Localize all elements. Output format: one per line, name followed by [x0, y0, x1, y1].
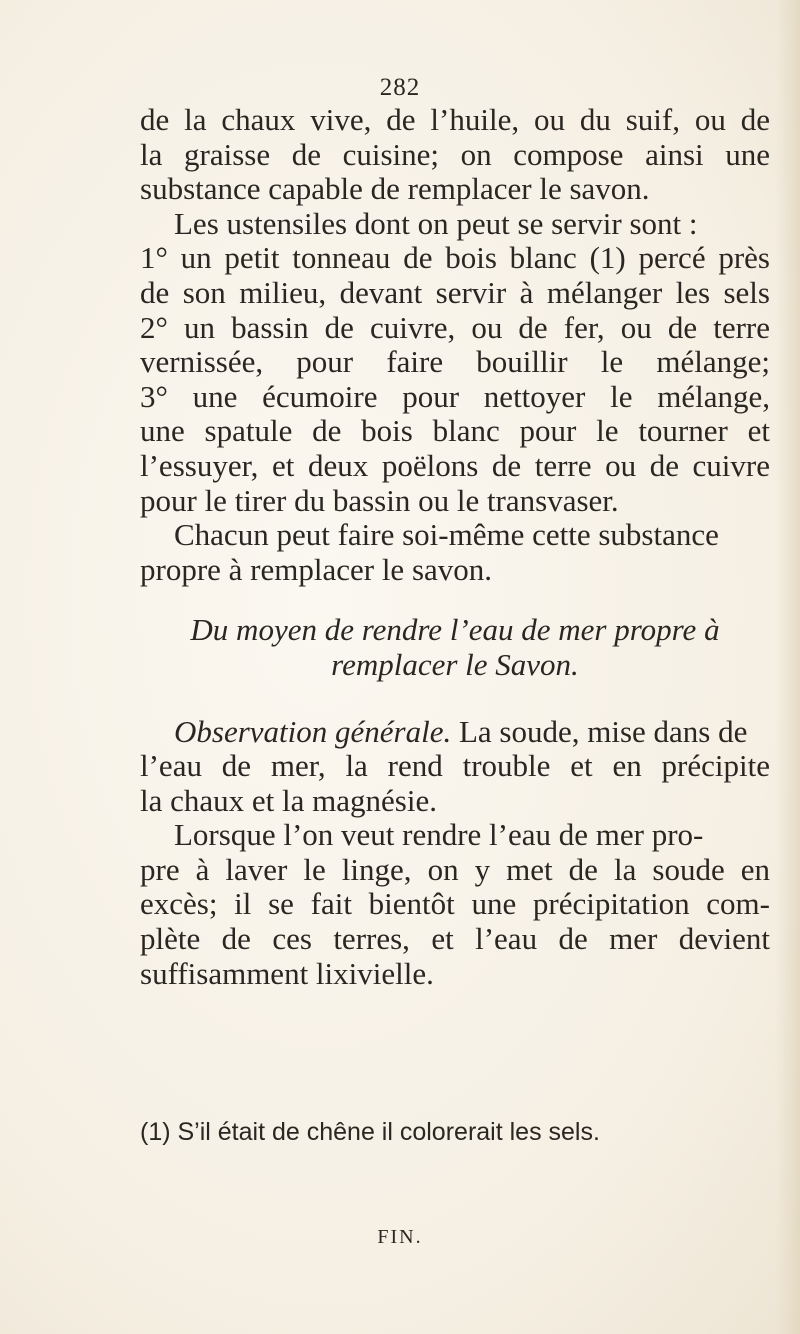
- fin-label: FIN.: [377, 1226, 423, 1248]
- footnote: (1) S’il était de chêne il colorerait les sels.: [140, 1118, 600, 1146]
- text-line: 3° une écumoire pour nettoyer le mélange,: [140, 378, 770, 414]
- page-number: 282: [379, 74, 421, 101]
- text-line: la chaux et la magnésie.: [140, 782, 437, 818]
- text-line: pre à laver le linge, on y met de la soude en: [140, 851, 770, 887]
- text-line: Les ustensiles dont on peut se servir sont :: [174, 205, 698, 241]
- text-line: suffisamment lixivielle.: [140, 955, 434, 991]
- text-line: Chacun peut faire soi-même cette substance: [174, 517, 719, 553]
- heading-line: remplacer le Savon.: [331, 646, 579, 682]
- page-edge-shadow: [776, 0, 800, 1334]
- text-line: la graisse de cuisine; on compose ainsi une: [140, 136, 770, 172]
- text-line: de la chaux vive, de l’huile, ou du suif, ou de: [140, 102, 770, 137]
- text-line: l’eau de mer, la rend trouble et en précipite: [140, 748, 770, 784]
- text-line: une spatule de bois blanc pour le tourner et: [140, 413, 770, 449]
- section-heading: [140, 613, 770, 682]
- text-line: 2° un bassin de cuivre, ou de fer, ou de terre: [140, 309, 770, 345]
- observation-lead: Observation générale.: [174, 713, 452, 749]
- observation-rest: La soude, mise dans de: [451, 713, 748, 749]
- text-line: de son milieu, devant servir à mélanger les sels: [140, 274, 770, 310]
- text-line: vernissée, pour faire bouillir le mélange;: [140, 344, 770, 380]
- text-line: l’essuyer, et deux poëlons de terre ou de cuivre: [140, 447, 770, 483]
- text-line: Lorsque l’on veut rendre l’eau de mer pro-: [174, 817, 704, 853]
- heading-line: Du moyen de rendre l’eau de mer propre à: [190, 612, 720, 648]
- text-line: substance capable de remplacer le savon.: [140, 171, 650, 207]
- text-line: plète de ces terres, et l’eau de mer devient: [140, 921, 770, 957]
- text-line: 1° un petit tonneau de bois blanc (1) percé près: [140, 240, 770, 276]
- text-line: propre à remplacer le savon.: [140, 551, 493, 587]
- text-line: pour le tirer du bassin ou le transvaser.: [140, 482, 619, 518]
- text-line: excès; il se fait bientôt une précipitation com-: [140, 886, 770, 922]
- text-line: [140, 715, 770, 750]
- body-text: [140, 103, 770, 991]
